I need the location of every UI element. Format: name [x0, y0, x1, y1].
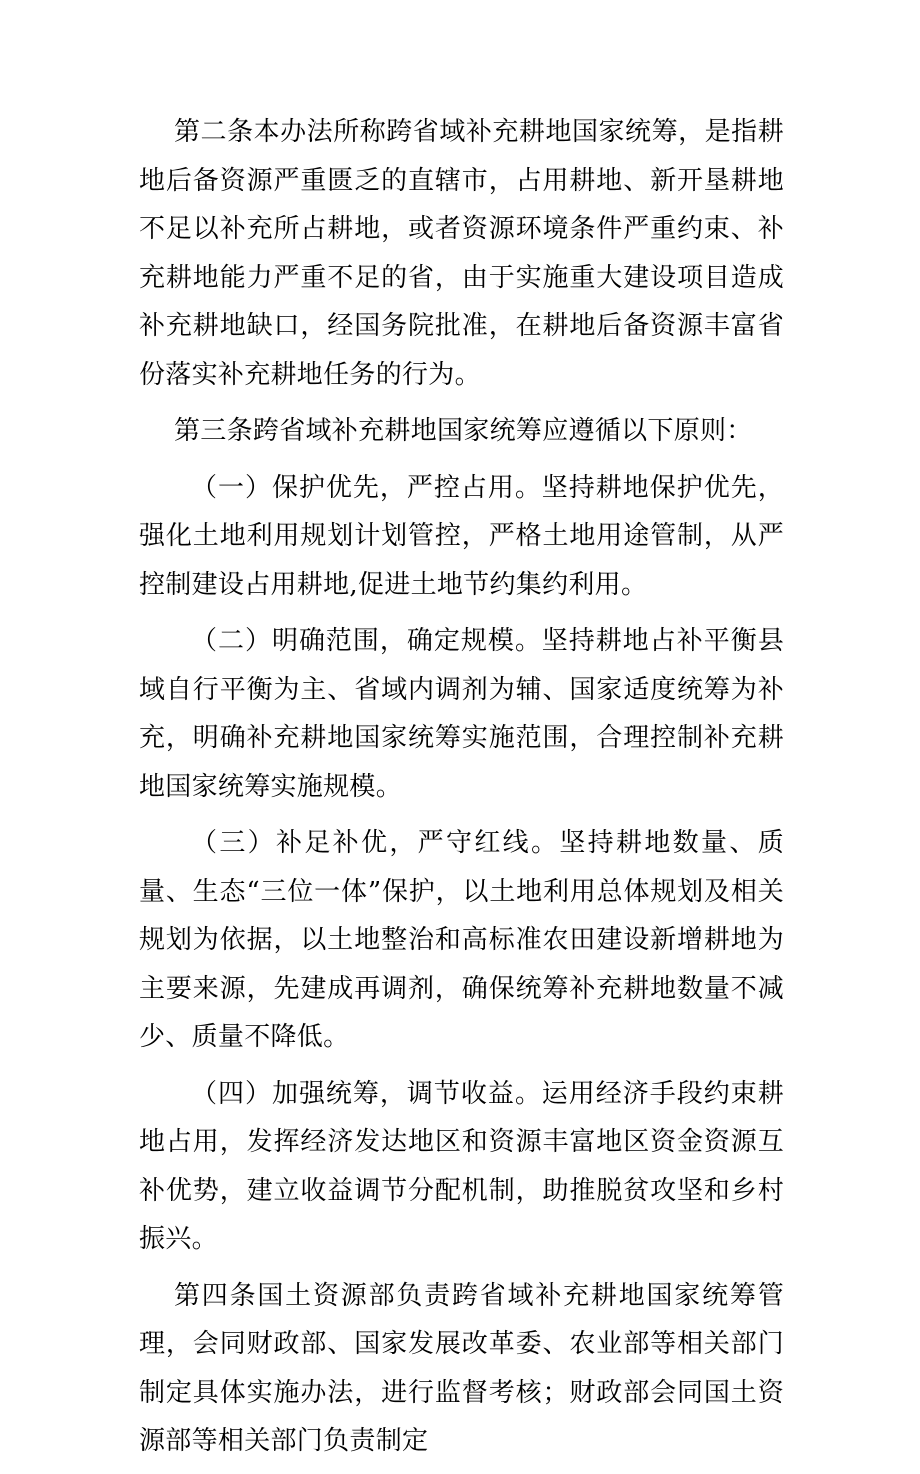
principle-4-paragraph: （四）加强统筹，调节收益。运用经济手段约束耕地占用，发挥经济发达地区和资源丰富地区资金资源互补优势，建立收益调节分配机制，助推脱贫攻坚和乡村振兴。 [139, 1078, 784, 1254]
article-3-paragraph: 第三条跨省域补充耕地国家统筹应遵循以下原则： [174, 416, 753, 446]
document-body [139, 108, 784, 1474]
article-2-paragraph: 第二条本办法所称跨省域补充耕地国家统筹，是指耕地后备资源严重匮乏的直辖市，占用耕地、新开垦耕地不足以补充所占耕地，或者资源环境条件严重约束、补充耕地能力严重不足的省，由于实施重大建设项目造成补充耕地缺口，经国务院批准，在耕地后备资源丰富省份落实补充耕地任务的行为。 [139, 117, 784, 390]
principle-3-paragraph: （三）补足补优，严守红线。坚持耕地数量、质量、生态“三位一体”保护，以土地利用总体规划及相关规划为依据，以土地整治和高标准农田建设新增耕地为主要来源，先建成再调剂，确保统筹补充耕地数量不减少、质量不降低。 [139, 828, 784, 1052]
principle-2-paragraph: （二）明确范围，确定规模。坚持耕地占补平衡县域自行平衡为主、省域内调剂为辅、国家适度统筹为补充，明确补充耕地国家统筹实施范围，合理控制补充耕地国家统筹实施规模。 [139, 626, 784, 802]
principle-1-paragraph: （一）保护优先，严控占用。坚持耕地保护优先，强化土地利用规划计划管控，严格土地用途管制，从严控制建设占用耕地,促进土地节约集约利用。 [139, 472, 784, 600]
article-4-paragraph: 第四条国土资源部负责跨省域补充耕地国家统筹管理，会同财政部、国家发展改革委、农业部等相关部门制定具体实施办法，进行监督考核；财政部会同国土资源部等相关部门负责制定 [139, 1280, 784, 1456]
